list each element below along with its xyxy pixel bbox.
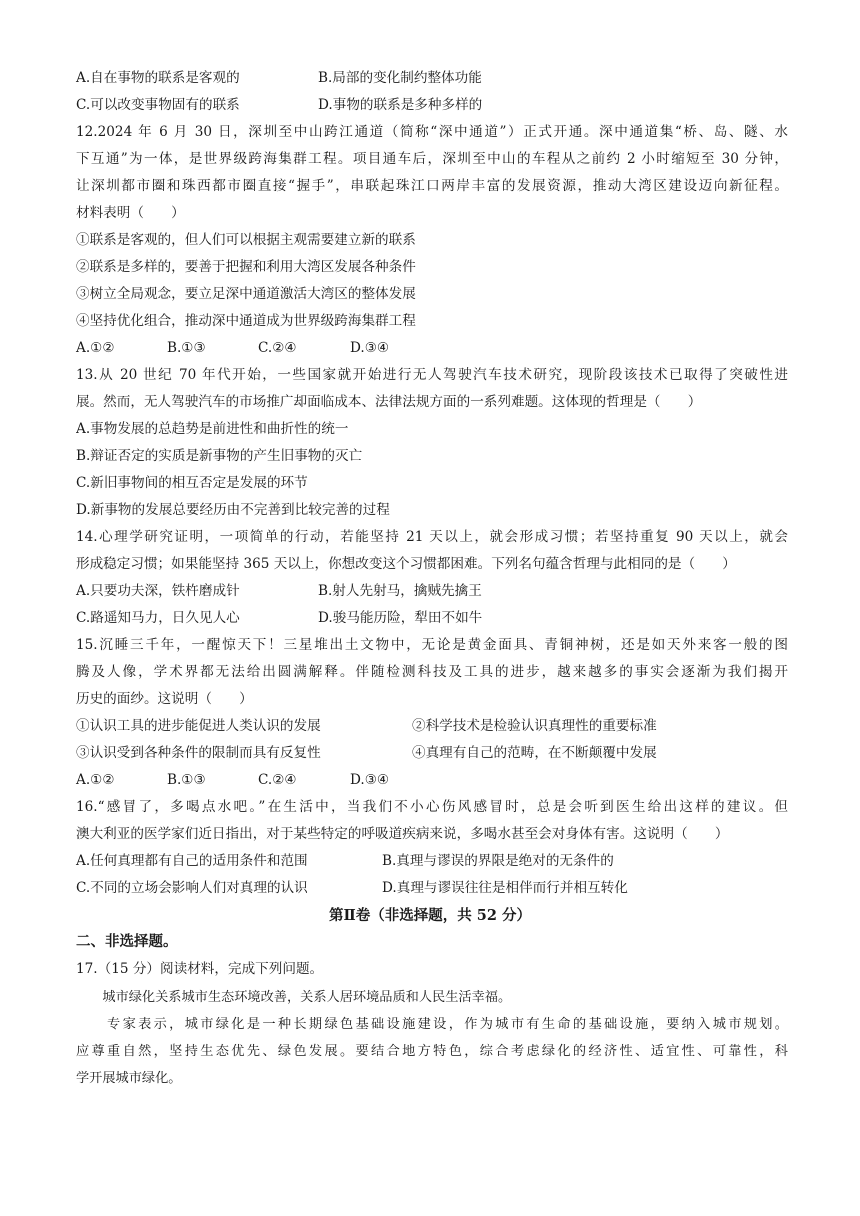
q15-stem-line: 历史的面纱。这说明（ ） (76, 691, 253, 707)
q12-stem-line: 下互通”为一体，是世界级跨海集群工程。项目通车后，深圳至中山的车程从之前约 2 小时缩短至 30 分钟， (76, 151, 788, 167)
q15-stem-line: 15.沉睡三千年，一醒惊天下！三星堆出土文物中，无论是黄金面具、青铜神树，还是如天外来客一般的图 (76, 637, 788, 653)
q16-option-b: B.真理与谬误的界限是绝对的无条件的 (382, 853, 614, 869)
q17-stem: 17.（15 分）阅读材料，完成下列问题。 (76, 961, 324, 977)
q17-material-line: 学开展城市绿化。 (76, 1071, 182, 1086)
q15-statement-2: ②科学技术是检验认识真理性的重要标准 (412, 718, 657, 734)
q12-option-d: D.③④ (350, 340, 390, 356)
q17-material-line: 城市绿化关系城市生态环境改善，关系人居环境品质和人民生活幸福。 (76, 990, 512, 1005)
q17-material-line: 应尊重自然，坚持生态优先、绿色发展。要结合地方特色，综合考虑绿化的经济性、适宜性、可靠性，科 (76, 1044, 788, 1059)
q13-option-c: C.新旧事物间的相互否定是发展的环节 (76, 475, 308, 491)
q15-statement-3: ③认识受到各种条件的限制而具有反复性 (76, 745, 321, 761)
q16-stem-line: 16.“感冒了，多喝点水吧。”在生活中，当我们不小心伤风感冒时，总是会听到医生给出这样的建议。但 (76, 799, 788, 815)
q16-option-c: C.不同的立场会影响人们对真理的认识 (76, 880, 308, 896)
q11-option-d: D.事物的联系是多种多样的 (318, 97, 483, 113)
q12-statement: ③树立全局观念，要立足深中通道激活大湾区的整体发展 (76, 286, 416, 302)
q11-option-b: B.局部的变化制约整体功能 (318, 70, 482, 86)
q15-statement-1: ①认识工具的进步能促进人类认识的发展 (76, 718, 321, 734)
q14-option-b: B.射人先射马，擒贼先擒王 (318, 583, 482, 599)
q12-option-b: B.①③ (167, 340, 206, 356)
q17-material-line: 专家表示，城市绿化是一种长期绿色基础设施建设，作为城市有生命的基础设施，要纳入城市规划。 (76, 1017, 788, 1032)
q15-option-a: A.①② (76, 772, 115, 788)
q12-statement: ①联系是客观的，但人们可以根据主观需要建立新的联系 (76, 232, 416, 248)
q12-stem-line: 让深圳都市圈和珠西都市圈直接“握手”，串联起珠江口两岸丰富的发展资源，推动大湾区建设迈向新征程。 (76, 178, 788, 194)
q16-option-a: A.任何真理都有自己的适用条件和范围 (76, 853, 308, 869)
q12-statement: ②联系是多样的，要善于把握和利用大湾区发展各种条件 (76, 259, 416, 275)
q15-statement-4: ④真理有自己的范畴，在不断颠覆中发展 (412, 745, 657, 761)
q13-option-d: D.新事物的发展总要经历由不完善到比较完善的过程 (76, 502, 390, 518)
q14-option-a: A.只要功夫深，铁杵磨成针 (76, 583, 240, 599)
q15-option-b: B.①③ (167, 772, 206, 788)
part2-title: 第Ⅱ卷（非选择题，共 52 分） (329, 907, 531, 924)
q14-option-d: D.骏马能历险，犁田不如牛 (318, 610, 483, 626)
q12-option-c: C.②④ (258, 340, 297, 356)
q15-stem-line: 腾及人像，学术界都无法给出圆满解释。伴随检测科技及工具的进步，越来越多的事实会逐渐为我们揭开 (76, 664, 788, 680)
q15-option-d: D.③④ (350, 772, 390, 788)
q13-stem-line: 13.从 20 世纪 70 年代开始，一些国家就开始进行无人驾驶汽车技术研究，现阶段该技术已取得了突破性进 (76, 367, 788, 383)
q12-statement: ④坚持优化组合，推动深中通道成为世界级跨海集群工程 (76, 313, 416, 329)
q12-option-a: A.①② (76, 340, 115, 356)
q14-stem-line: 形成稳定习惯；如果能坚持 365 天以上，你想改变这个习惯都困难。下列名句蕴含哲理与此相同的是（ ） (76, 556, 736, 572)
q15-option-c: C.②④ (258, 772, 297, 788)
section-heading: 二、非选择题。 (76, 933, 178, 950)
q13-stem-line: 展。然而，无人驾驶汽车的市场推广却面临成本、法律法规方面的一系列难题。这体现的哲理是（ ） (76, 394, 702, 410)
q13-option-b: B.辩证否定的实质是新事物的产生旧事物的灭亡 (76, 448, 363, 464)
q11-option-c: C.可以改变事物固有的联系 (76, 97, 240, 113)
q16-option-d: D.真理与谬误往往是相伴而行并相互转化 (382, 880, 628, 896)
q12-stem-line: 材料表明（ ） (76, 205, 185, 221)
q11-option-a: A.自在事物的联系是客观的 (76, 70, 240, 86)
q12-stem-line: 12.2024 年 6 月 30 日，深圳至中山跨江通道（简称“深中通道”）正式开通。深中通道集“桥、岛、隧、水 (76, 124, 788, 140)
q14-option-c: C.路遥知马力，日久见人心 (76, 610, 240, 626)
q14-stem-line: 14.心理学研究证明，一项简单的行动，若能坚持 21 天以上，就会形成习惯；若坚持重复 90 天以上，就会 (76, 529, 788, 545)
q16-stem-line: 澳大利亚的医学家们近日指出，对于某些特定的呼吸道疾病来说，多喝水甚至会对身体有害。这说明（ ） (76, 826, 729, 842)
q13-option-a: A.事物发展的总趋势是前进性和曲折性的统一 (76, 421, 349, 437)
